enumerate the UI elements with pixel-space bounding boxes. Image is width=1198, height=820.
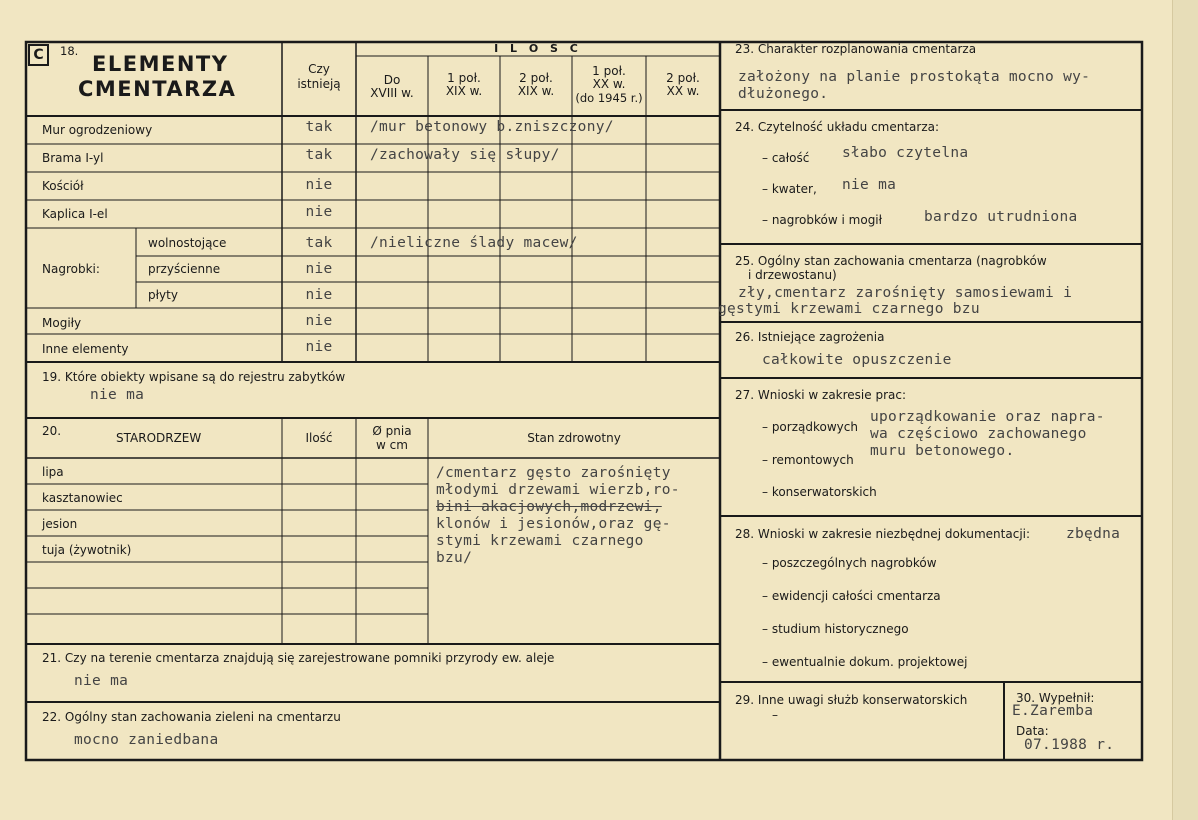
tree-kasztanowiec: kasztanowiec	[42, 491, 123, 505]
row-label-wall: Mur ogrodzeniowy	[42, 123, 153, 137]
q24-item-whole: – całość	[762, 151, 810, 165]
row-label-chapel: Kaplica I-el	[42, 207, 108, 221]
health-line-5: stymi krzewami czarnego	[436, 533, 644, 549]
exists-graves: nie	[305, 313, 333, 329]
q26-answer: całkowite opuszczenie	[762, 352, 952, 368]
note-gate: /zachowały się słupy/	[370, 147, 560, 163]
section-number: 18.	[60, 44, 79, 58]
q20-col-health: Stan zdrowotny	[527, 431, 621, 445]
q24-label: 24. Czytelność układu cmentarza:	[735, 120, 940, 134]
exists-church: nie	[305, 177, 333, 193]
q25-label-2: i drzewostanu)	[748, 268, 837, 282]
q29-label: 29. Inne uwagi służb konserwatorskich	[735, 693, 968, 707]
q20-title: STARODRZEW	[116, 431, 202, 445]
q27-answer-3: muru betonowego.	[870, 443, 1015, 459]
period-5-l2: XX w.	[666, 84, 700, 98]
q25-answer-1: zły,cmentarz zarośnięty samosiewami i	[738, 285, 1073, 301]
exists-wall: tak	[305, 119, 333, 135]
q27-item-cleanup: – porządkowych	[762, 420, 858, 434]
q21-label: 21. Czy na terenie cmentarza znajdują się zarejestrowane pomniki przyrody ew. aleje	[42, 651, 555, 665]
exists-slabs: nie	[305, 287, 333, 303]
row-label-freestanding: wolnostojące	[148, 236, 227, 250]
q25-answer-2: gęstymi krzewami czarnego bzu	[718, 301, 980, 317]
row-label-wall-mounted: przyścienne	[148, 262, 221, 276]
period-2-l1: 1 poł.	[447, 71, 481, 85]
q24-item-graves: – nagrobków i mogił	[762, 213, 883, 227]
period-1-l1: Do	[383, 73, 401, 87]
health-line-4: klonów i jesionów,oraz gę-	[436, 516, 671, 532]
q27-answer-2: wa częściowo zachowanego	[870, 426, 1087, 442]
period-5-l1: 2 poł.	[666, 71, 700, 85]
q28-item-study: – studium historycznego	[762, 622, 909, 636]
q29-answer: –	[772, 708, 778, 722]
tree-jesion: jesion	[42, 517, 78, 531]
col-exists-l2: istnieją	[297, 77, 341, 91]
period-4-l2: XX w.	[592, 77, 626, 91]
q28-answer: zbędna	[1066, 526, 1121, 542]
q30-date-label: Data:	[1016, 724, 1049, 738]
q24-value-graves: bardzo utrudniona	[924, 209, 1078, 225]
row-label-church: Kościół	[42, 179, 84, 193]
q23-answer-2: dłużonego.	[738, 86, 829, 102]
q23-label: 23. Charakter rozplanowania cmentarza	[735, 42, 977, 56]
q21-answer: nie ma	[74, 673, 129, 689]
note-wall: /mur betonowy b.zniszczony/	[370, 119, 614, 135]
note-tombstones: /nieliczne ślady macew/	[370, 235, 578, 251]
q28-item-project: – ewentualnie dokum. projektowej	[762, 655, 968, 669]
period-4-l1: 1 poł.	[592, 64, 626, 78]
q19-label: 19. Które obiekty wpisane są do rejestru zabytków	[42, 370, 346, 384]
q20-col-diam-l2: w cm	[376, 438, 408, 452]
card-edge	[1172, 0, 1198, 820]
health-line-2: młodymi drzewami wierzb,ro-	[436, 482, 680, 498]
q20-col-qty: Ilość	[305, 431, 333, 445]
q24-value-whole: słabo czytelna	[842, 145, 969, 161]
period-3-l1: 2 poł.	[519, 71, 553, 85]
col-exists-l1: Czy	[308, 62, 330, 76]
exists-wall-mounted: nie	[305, 261, 333, 277]
col-quantity: I L O Ś Ć	[494, 42, 582, 55]
tree-lipa: lipa	[42, 465, 64, 479]
q19-answer: nie ma	[90, 387, 145, 403]
section-title-line2: CMENTARZA	[78, 77, 237, 101]
health-line-1: /cmentarz gęsto zarośnięty	[436, 465, 671, 481]
row-label-tombstones: Nagrobki:	[42, 262, 100, 276]
q24-item-quarters: – kwater,	[762, 182, 817, 196]
period-2-l2: XIX w.	[445, 84, 483, 98]
period-1-l2: XVIII w.	[370, 86, 414, 100]
period-4-l3: (do 1945 r.)	[575, 91, 643, 105]
q27-item-repair: – remontowych	[762, 453, 854, 467]
q22-answer: mocno zaniedbana	[74, 732, 219, 748]
q27-item-conservation: – konserwatorskich	[762, 485, 877, 499]
q30-label: 30. Wypełnił:	[1016, 691, 1095, 705]
q22-label: 22. Ogólny stan zachowania zieleni na cmentarzu	[42, 710, 341, 724]
section-title-line1: ELEMENTY	[92, 52, 229, 76]
row-label-slabs: płyty	[148, 288, 178, 302]
row-label-gate: Brama I-yl	[42, 151, 104, 165]
q20-col-diam-l1: Ø pnia	[372, 424, 412, 438]
tree-tuja: tuja (żywotnik)	[42, 543, 132, 557]
health-line-3: bini akacjowych,modrzewi,	[436, 499, 662, 515]
exists-gate: tak	[305, 147, 333, 163]
q30-name: E.Zaremba	[1012, 703, 1094, 719]
q20-number: 20.	[42, 424, 62, 438]
period-3-l2: XIX w.	[517, 84, 555, 98]
q28-item-records: – ewidencji całości cmentarza	[762, 589, 941, 603]
q24-value-quarters: nie ma	[842, 177, 897, 193]
exists-freestanding: tak	[305, 235, 333, 251]
health-line-6: bzu/	[436, 550, 473, 566]
q27-answer-1: uporządkowanie oraz napra-	[870, 409, 1105, 425]
exists-chapel: nie	[305, 204, 333, 220]
q28-item-tombstones: – poszczególnych nagrobków	[762, 556, 937, 570]
q27-label: 27. Wnioski w zakresie prac:	[735, 388, 907, 402]
row-label-other: Inne elementy	[42, 342, 129, 356]
q26-label: 26. Istniejące zagrożenia	[735, 330, 885, 344]
section-letter-box: C	[28, 44, 49, 66]
row-label-graves: Mogiły	[42, 316, 82, 330]
q23-answer-1: założony na planie prostokąta mocno wy-	[738, 69, 1091, 85]
q25-label-1: 25. Ogólny stan zachowania cmentarza (nagrobków	[735, 254, 1047, 268]
exists-other: nie	[305, 339, 333, 355]
q28-label: 28. Wnioski w zakresie niezbędnej dokumentacji:	[735, 527, 1031, 541]
q30-date: 07.1988 r.	[1024, 737, 1115, 753]
